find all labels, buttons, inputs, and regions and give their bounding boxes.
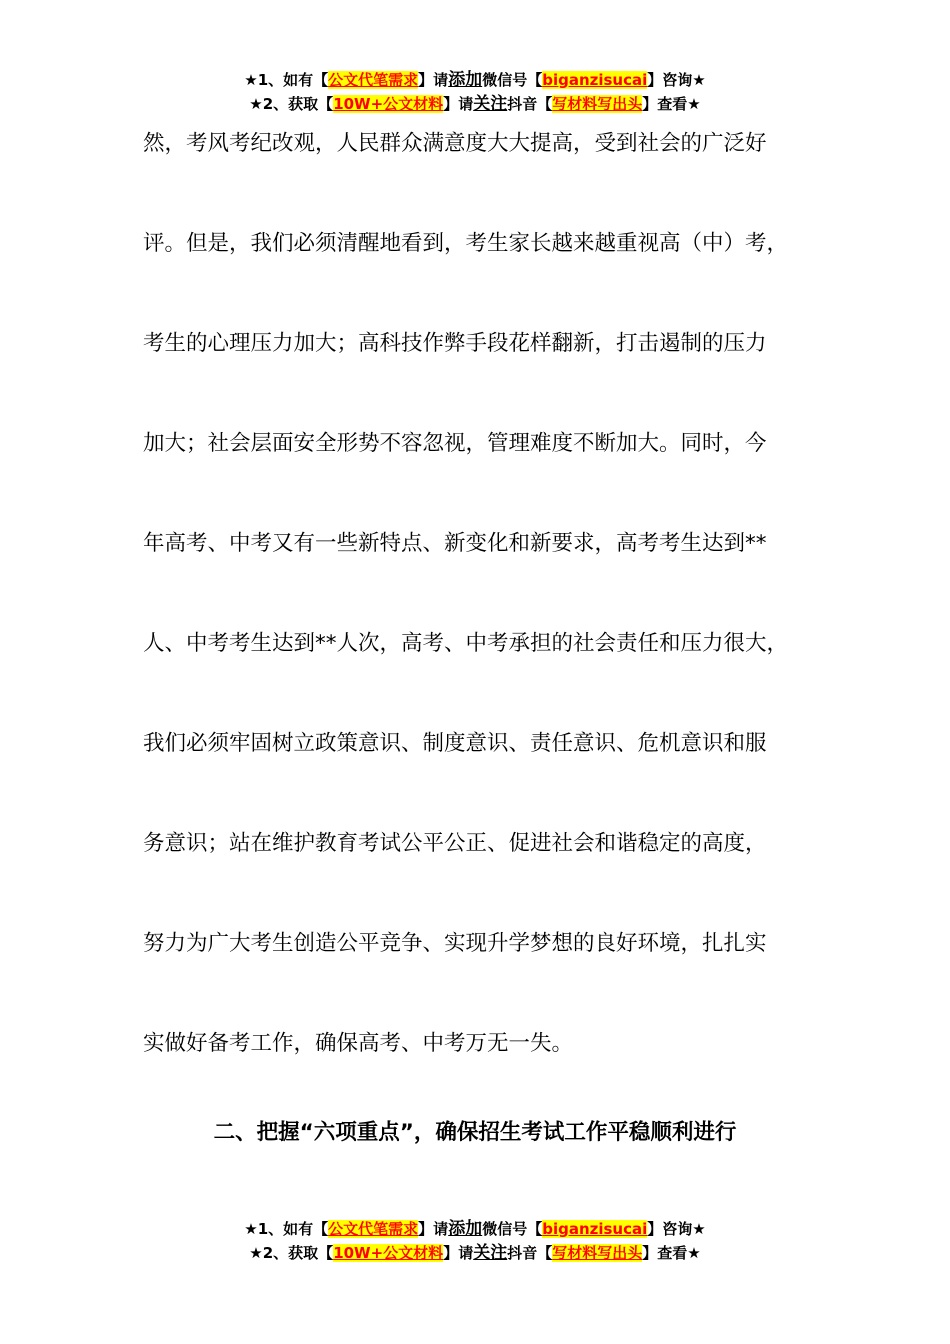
banner-highlight-materials: 10W+公文材料	[333, 1244, 444, 1262]
banner-text: 】请	[418, 1220, 449, 1238]
banner-highlight-service: 公文代笔需求	[328, 1220, 419, 1238]
banner-text: 】咨询★	[647, 71, 706, 89]
banner-underline-add: 添加	[448, 1219, 483, 1239]
body-line: 实做好备考工作，确保高考、中考万无一失。	[143, 1031, 574, 1056]
banner-text: 】请	[443, 1244, 474, 1262]
banner-text: 抖音【	[507, 95, 553, 113]
banner-text: ★2、获取【	[249, 1244, 334, 1262]
footer-banner-line-1	[0, 1217, 950, 1241]
header-banner-line-1	[0, 68, 950, 92]
footer-banner	[0, 1217, 950, 1265]
banner-text: 抖音【	[507, 1244, 553, 1262]
banner-text: 微信号【	[482, 1220, 543, 1238]
banner-text: 】请	[418, 71, 449, 89]
banner-underline-follow: 关注	[473, 1243, 508, 1263]
header-banner	[0, 68, 950, 116]
body-line: 人、中考考生达到**人次，高考、中考承担的社会责任和压力很大，	[143, 631, 789, 656]
body-line: 努力为广大考生创造公平竞争、实现升学梦想的良好环境，扎扎实	[143, 931, 767, 956]
body-line: 务意识；站在维护教育考试公平公正、促进社会和谐稳定的高度，	[143, 831, 767, 856]
section-heading: 二、把握“六项重点”，确保招生考试工作平稳顺利进行	[213, 1120, 737, 1145]
banner-highlight-wechat-id: biganzisucai	[542, 71, 648, 89]
banner-underline-add: 添加	[448, 70, 483, 90]
banner-highlight-douyin: 写材料写出头	[552, 95, 643, 113]
banner-underline-follow: 关注	[473, 94, 508, 114]
banner-highlight-service: 公文代笔需求	[328, 71, 419, 89]
body-line: 考生的心理压力加大；高科技作弊手段花样翻新，打击遏制的压力	[143, 331, 767, 356]
banner-highlight-wechat-id: biganzisucai	[542, 1220, 648, 1238]
banner-text: 】请	[443, 95, 474, 113]
body-line: 年高考、中考又有一些新特点、新变化和新要求，高考考生达到**	[143, 531, 767, 556]
banner-text: ★1、如有【	[244, 71, 329, 89]
banner-text: ★1、如有【	[244, 1220, 329, 1238]
header-banner-line-2	[0, 92, 950, 116]
body-paragraph	[143, 120, 843, 1120]
body-line: 然，考风考纪改观，人民群众满意度大大提高，受到社会的广泛好	[143, 131, 767, 156]
banner-text: 微信号【	[482, 71, 543, 89]
body-line: 评。但是，我们必须清醒地看到，考生家长越来越重视高（中）考，	[143, 231, 789, 256]
body-line: 加大；社会层面安全形势不容忽视，管理难度不断加大。同时，今	[143, 431, 767, 456]
banner-highlight-materials: 10W+公文材料	[333, 95, 444, 113]
banner-text: 】查看★	[642, 1244, 701, 1262]
banner-highlight-douyin: 写材料写出头	[552, 1244, 643, 1262]
banner-text: ★2、获取【	[249, 95, 334, 113]
banner-text: 】查看★	[642, 95, 701, 113]
banner-text: 】咨询★	[647, 1220, 706, 1238]
body-line: 我们必须牢固树立政策意识、制度意识、责任意识、危机意识和服	[143, 731, 767, 756]
footer-banner-line-2	[0, 1241, 950, 1265]
